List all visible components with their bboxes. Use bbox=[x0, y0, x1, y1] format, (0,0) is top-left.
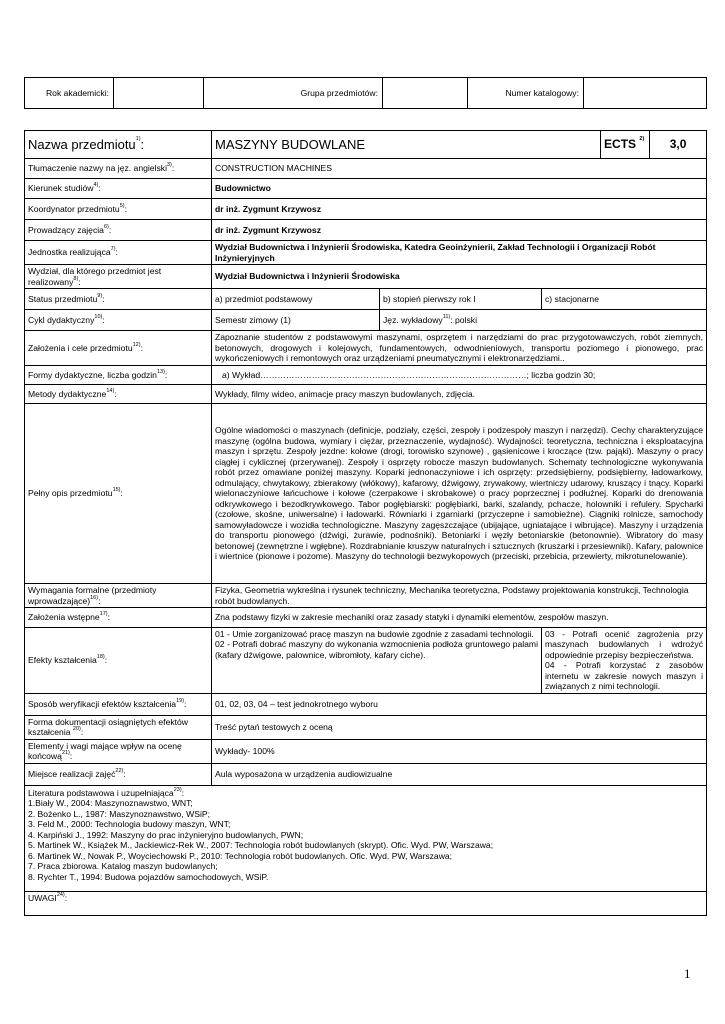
weights-label: Elementy i wagi mające wpływ na ocenę końcową$^{21)}$: bbox=[25, 739, 212, 763]
literature-item: 4. Karpiński J., 1992: Maszyny do prac inżynieryjno budowlanych, PWN; bbox=[28, 829, 304, 840]
row-course-name bbox=[25, 131, 707, 159]
verification-label: Sposób weryfikacji efektów kształcenia$^{19)}$: bbox=[25, 693, 212, 715]
weights-value: Wykłady- 100% bbox=[212, 739, 707, 763]
row-weights bbox=[25, 739, 707, 763]
literature-item: 8. Rychter T., 1994: Budowa pojazdów samochodowych, WSiP. bbox=[28, 871, 269, 882]
header-table bbox=[24, 77, 707, 109]
description-value: Ogólne wiadomości o maszynach (definicje, podziały, części, zespoły i podzespoły maszyn i narzędzi). Cechy charakteryzujące maszynę (ogólna budowa, wymiary i ciężar, przeznaczenie, wydajność). Wydajności: teoretyczna, techniczna i eksploatacyjna maszyn i sprzętu. Zespoły jezdne: kołowe (drogi, torowisko szynowe) , gąsienicowe i kroczące (tzw. pająki). Maszyny o pracy ciągłej i cyklicznej (przerywanej). Zespoły i osprzęty robocze maszyn budowlanych. Schematy technologiczne wykonywania robót przez omawiane poniżej maszyny. Koparki jednonaczyniowe i ich osprzęty: przedsiębierny, podsiębierny, ładowarkowy, odmulający, chwytakowy, zbierakowy (włókowy), kafarowy, dźwigowy, zrywakowy, wiertniczy udarowy, kruszący i tnący. Koparki wielonaczyniowe łańcuchowe i kołowe (czerpakowe i skrobakowe) o pracy poprzecznej i podłużnej. Koparki do drenowania odkrywkowego i bezodkrywkowego. Tabor pogłębiarski: pogłębiarki, barki, szalandy, pchacze, holowniki i refulery. Spycharki (czołowe, skośne, uniwersalne) i ładowarki. Równiarki i zgarniarki (przyczepne i samobieżne). Ciągniki rolnicze, samochody samowyładowcze i wozidła technologiczne. Maszyny zagęszczające (ubijające, ugniatające i wibrujące). Maszyny i urządzenia do transportu pionowego (dźwigi, żurawie, podnośniki). Betoniarki i węzły betoniarskie (betonownie). Wibratory do masy betonowej (zewnętrzne i wgłębne). Rozdrabnianie kruszyw naturalnych i sztucznych (kruszarki i przesiewniki). Kafary, palownice i wiertnice (pionowe i pozome). Maszyny do technologii bezwykopowych (przeciski, przebicia, przewierty, mikrotunelowanie). bbox=[212, 404, 707, 584]
row-documentation bbox=[25, 715, 707, 739]
requirements-value: Fizyka, Geometria wykreślna i rysunek techniczny, Mechanika teoretyczna, Podstawy projektowania konstrukcji, Technologia robót budowlanych. bbox=[212, 584, 707, 608]
row-description bbox=[25, 404, 707, 584]
row-forms bbox=[25, 366, 707, 385]
row-translation bbox=[25, 159, 707, 179]
ects-value: 3,0 bbox=[650, 131, 707, 159]
translation-label: Tłumaczenie nazwy na jęz. angielski$^{3)}$: bbox=[25, 159, 212, 179]
catalog-number-value bbox=[584, 78, 707, 109]
outcomes-left bbox=[212, 628, 542, 694]
literature-label: Literatura podstawowa i uzupełniająca$^{23)}$: bbox=[28, 786, 185, 798]
row-place bbox=[25, 763, 707, 785]
row-coordinator bbox=[25, 199, 707, 220]
row-notes bbox=[25, 891, 707, 915]
name-label: Nazwa przedmiotu$^{1)}$: bbox=[25, 131, 212, 159]
cycle-value: Semestr zimowy (1) bbox=[212, 310, 380, 331]
course-name: MASZYNY BUDOWLANE bbox=[212, 131, 601, 159]
row-verification bbox=[25, 693, 707, 715]
forms-value: a) Wykład…………………………………………………………………………………; liczba godzin 30; bbox=[212, 366, 707, 385]
description-label: Pełny opis przedmiotu$^{15)}$: bbox=[25, 404, 212, 584]
faculty-value: Wydział Budownictwa i Inżynierii Środowiska bbox=[212, 265, 707, 289]
literature-item: 2. Bożenko L., 1987: Maszynoznawstwo, WSiP; bbox=[28, 808, 210, 819]
instructor-label: Prowadzący zajęcia$^{6)}$: bbox=[25, 220, 212, 241]
academic-year-value bbox=[114, 78, 204, 109]
instructor-value: dr inż. Zygmunt Krzywosz bbox=[212, 220, 707, 241]
notes-cell: UWAGI$^{24)}$: bbox=[25, 891, 707, 915]
translation-value: CONSTRUCTION MACHINES bbox=[212, 159, 707, 179]
row-assumptions bbox=[25, 331, 707, 366]
assumptions-value: Zapoznanie studentów z podstawowymi maszynami, osprzętem i narzędziami do prac przygotowawczych, robót ziemnych, betonowych, drogowych i kolejowych, fundamentowych, odwodnieniowych, transportu poziomego i pionowego, prac wykończeniowych i remontowych oraz urządzeniami pneumatycznymi i elektronarzędziami.. bbox=[212, 331, 707, 366]
field-label: Kierunek studiów$^{4)}$: bbox=[25, 179, 212, 199]
coordinator-label: Koordynator przedmiotu$^{5)}$: bbox=[25, 199, 212, 220]
course-table bbox=[24, 130, 707, 916]
methods-label: Metody dydaktyczne$^{14)}$: bbox=[25, 385, 212, 404]
prerequisites-label: Założenia wstępne$^{17)}$: bbox=[25, 608, 212, 628]
place-value: Aula wyposażona w urządzenia audiowizualne bbox=[212, 763, 707, 785]
requirements-label: Wymagania formalne (przedmioty wprowadzające)$^{16)}$: bbox=[25, 584, 212, 608]
outcomes-label: Efekty kształcenia$^{18)}$: bbox=[25, 628, 212, 694]
place-label: Miejsce realizacji zajęć$^{22)}$: bbox=[25, 763, 212, 785]
row-requirements bbox=[25, 584, 707, 608]
documentation-label: Forma dokumentacji osiągniętych efektów kształcenia $^{20)}$: bbox=[25, 715, 212, 739]
catalog-number-label: Numer katalogowy: bbox=[468, 78, 584, 109]
literature-item: 1.Biały W., 2004: Maszynoznawstwo, WNT; bbox=[28, 798, 193, 809]
row-faculty bbox=[25, 265, 707, 289]
row-prerequisites bbox=[25, 608, 707, 628]
academic-year-label: Rok akademicki: bbox=[25, 78, 114, 109]
row-field bbox=[25, 179, 707, 199]
coordinator-value: dr inż. Zygmunt Krzywosz bbox=[212, 199, 707, 220]
subject-group-value bbox=[383, 78, 468, 109]
status-a: a) przedmiot podstawowy bbox=[212, 289, 380, 310]
forms-label: Formy dydaktyczne, liczba godzin$^{13)}$: bbox=[25, 366, 212, 385]
cycle-label: Cykl dydaktyczny$^{10)}$: bbox=[25, 310, 212, 331]
row-cycle bbox=[25, 310, 707, 331]
unit-value: Wydział Budownictwa i Inżynierii Środowiska, Katedra Geoinżynierii, Zakład Technologii i Organizacji Robót Inżynieryjnych bbox=[212, 241, 707, 265]
row-unit bbox=[25, 241, 707, 265]
documentation-value: Treść pytań testowych z oceną bbox=[212, 715, 707, 739]
unit-label: Jednostka realizująca$^{7)}$: bbox=[25, 241, 212, 265]
literature-item: 7. Praca zbiorowa. Katalog maszyn budowlanych; bbox=[28, 861, 218, 872]
language-value: Jęz. wykładowy$^{11)}$: polski bbox=[380, 310, 707, 331]
row-outcomes bbox=[25, 628, 707, 694]
faculty-label: Wydział, dla którego przedmiot jest realizowany$^{8)}$: bbox=[25, 265, 212, 289]
outcome-01: 01 - Umie zorganizować pracę maszyn na budowie zgodnie z zasadami technologii. bbox=[215, 629, 534, 639]
field-value: Budownictwo bbox=[212, 179, 707, 199]
literature-item: 6. Martinek W., Nowak P., Woyciechowski P., 2010: Technologia robót budowlanych. Ofic. Wyd. PW, Warszawa; bbox=[28, 850, 453, 861]
outcome-02: 02 - Potrafi dobrać maszyny do wykonania wzmocnienia podłoża gruntowego palami (kafary dźwigowe, palownice, wibromłoty, kafary ciche). bbox=[215, 639, 538, 660]
status-b: b) stopień pierwszy rok I bbox=[380, 289, 542, 310]
row-status bbox=[25, 289, 707, 310]
outcome-04: 04 - Potrafi korzystać z zasobów internetu w zakresie nowych maszyn i związanych z nimi technologii. bbox=[545, 660, 704, 692]
literature-item: 5. Martinek W., Książek M., Jackiewicz-Rek W., 2007: Technologia robót budowlanych (skrypt). Ofic. Wyd. PW, Warszawa; bbox=[28, 840, 494, 851]
subject-group-label: Grupa przedmiotów: bbox=[204, 78, 383, 109]
row-methods bbox=[25, 385, 707, 404]
page-number: 1 bbox=[684, 966, 691, 981]
prerequisites-value: Zna podstawy fizyki w zakresie mechaniki oraz zasady statyki i dynamiki elementów, zespołów maszyn. bbox=[212, 608, 707, 628]
status-label: Status przedmiotu$^{9)}$: bbox=[25, 289, 212, 310]
verification-value: 01, 02, 03, 04 – test jednokrotnego wyboru bbox=[212, 693, 707, 715]
outcome-03: 03 - Potrafi ocenić zagrożenia przy maszynach budowlanych i wdrożyć odpowiednie przepisy bezpieczeństwa. bbox=[545, 629, 704, 660]
ects-label: ECTS $^{2)}$ bbox=[601, 131, 650, 159]
assumptions-label: Założenia i cele przedmiotu$^{12)}$: bbox=[25, 331, 212, 366]
row-literature bbox=[25, 785, 707, 891]
status-c: c) stacjonarne bbox=[542, 289, 707, 310]
outcomes-right bbox=[542, 628, 707, 694]
literature-cell bbox=[25, 785, 707, 891]
row-instructor bbox=[25, 220, 707, 241]
literature-item: 3. Feld M., 2000: Technologia budowy maszyn, WNT; bbox=[28, 819, 231, 830]
methods-value: Wykłady, filmy wideo, animacje pracy maszyn budowlanych, zdjęcia. bbox=[212, 385, 707, 404]
